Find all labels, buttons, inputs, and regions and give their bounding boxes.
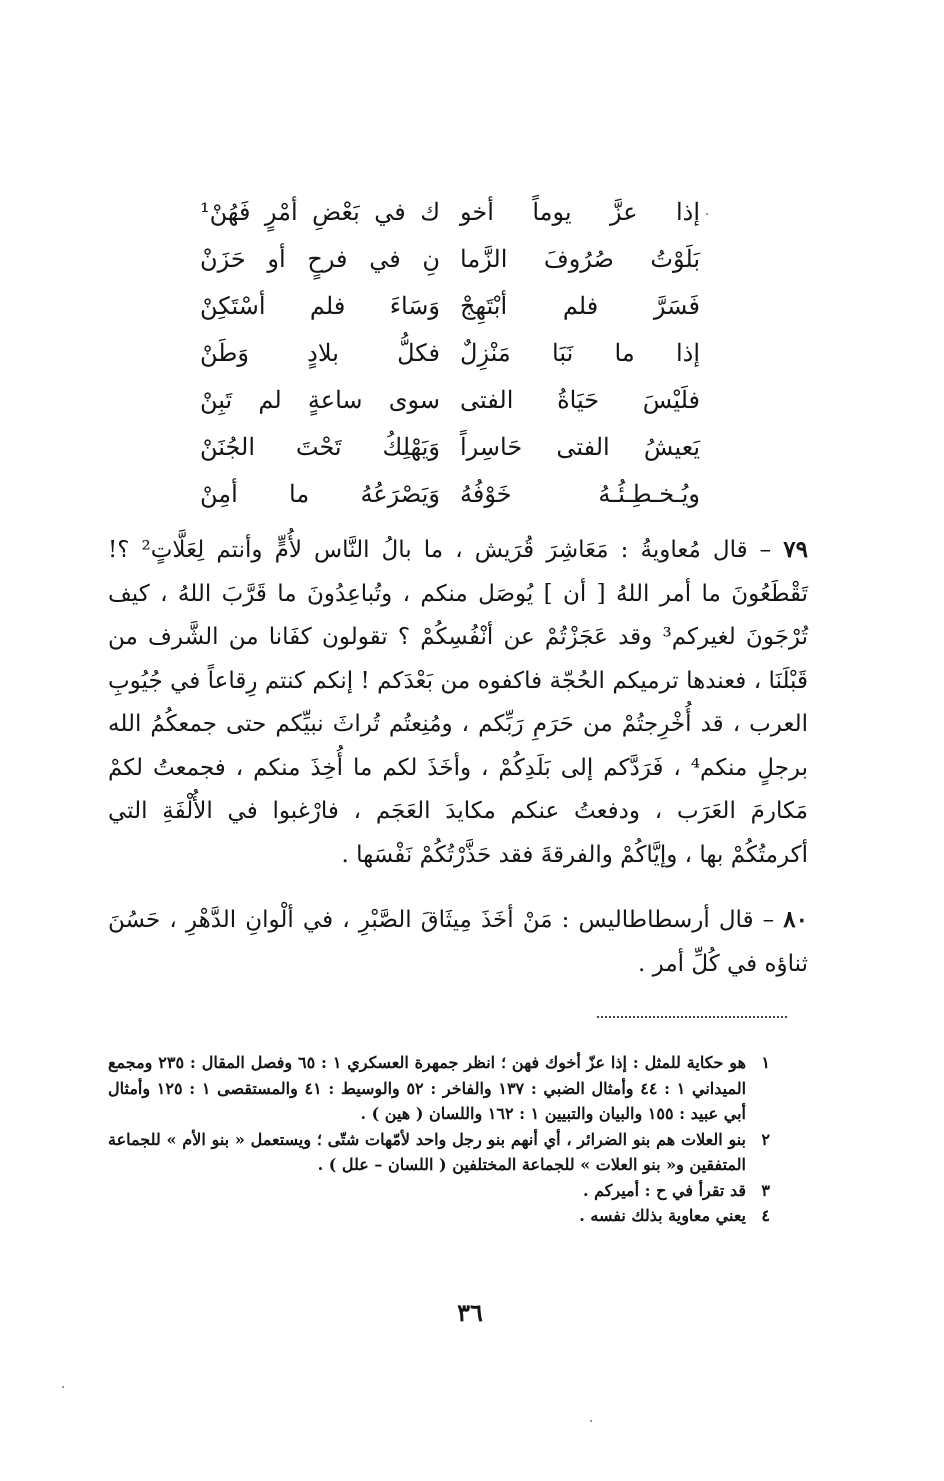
paragraph-79	[108, 528, 808, 877]
verse-second-hemistich: ك في بَعْضِ أمْرٍ فَهُنْ¹	[200, 198, 440, 226]
page-number: ٣٦	[457, 1298, 483, 1327]
verse-first-hemistich: ويُـخـطِـئُـهُ خَوْفُهُ	[460, 480, 700, 508]
verse-second-hemistich: نِ في فرحٍ أو حَزَنْ	[200, 245, 440, 273]
footnote-number: ١	[761, 1053, 770, 1072]
footnote-text: بنو العلات هم بنو الضرائر ، أي أنهم بنو رجل واحد لأمّهات شتّى ؛ ويستعمل « بنو الأم » للجماعة المتفقين و« بنو العلات » للجماعة المختلفين ( اللسان – علل ) .	[108, 1129, 747, 1174]
verse-first-hemistich: فَسَرَّ فلم أبْتَهِجْ	[460, 292, 700, 320]
poem-verse	[200, 427, 700, 474]
scan-speck	[62, 1386, 64, 1388]
footnote-text: هو حكاية للمثل : إذا عزّ أخوك فهن ؛ انظر جمهرة العسكري ١ : ٦٥ وفصل المقال : ٢٣٥ ومجمع الميداني ١ : ٤٤ وأمثال الضبي : ١٣٧ والفاخر : ٥٢ والوسيط : ٤١ والمستقصى ١ : ١٢٥ وأمثال أبي عبيد : ١٥٥ والبيان والتبيين ١ : ١٦٢ واللسان ( هين ) .	[108, 1053, 747, 1123]
footnotes	[108, 1050, 770, 1229]
verse-first-hemistich: بَلَوْتُ صُرُوفَ الزَّما	[460, 245, 700, 273]
scan-speck	[590, 1420, 592, 1422]
poem-verse	[200, 286, 700, 333]
paragraph-number: ٧٩	[783, 536, 808, 563]
paragraph-text: – قال أرسطاطاليس : مَنْ أخَذَ مِيثَاقَ الصَّبْرِ ، في ألْوانِ الدَّهْرِ ، حَسُنَ ثناؤه في كُلِّ أمر .	[108, 907, 808, 977]
paragraph-80	[108, 898, 808, 986]
footnote	[108, 1178, 770, 1204]
footnote	[108, 1203, 770, 1229]
footnote	[108, 1050, 770, 1127]
footnote	[108, 1127, 770, 1178]
verse-second-hemistich: فكلُّ بلادٍ وَطَنْ	[200, 339, 440, 367]
verse-first-hemistich: فلَيْسَ حَيَاةُ الفتى	[460, 386, 700, 414]
footnote-text: قد تقرأ في ح : أميركم .	[582, 1180, 746, 1200]
footnote-text: يعني معاوية بذلك نفسه .	[579, 1206, 746, 1225]
verse-first-hemistich: إذا ما نَبَا مَنْزِلٌ	[460, 339, 700, 367]
footnote-number: ٤	[761, 1206, 770, 1225]
poem-verse	[200, 474, 700, 521]
paragraph-text: – قال مُعاويةُ : مَعَاشِرَ قُرَيش ، ما بالُ النَّاس لأُمٍّ وأنتم لِعَلَّاتٍ² ؟! تَقْطَعُونَ ما أمر اللهُ [ أن ] يُوصَل منكم ، وتُباعِدُونَ ما قَرَّبَ اللهُ ، كيف تُرْجَونَ لغيركم³ وقد عَجَزْتُمْ عن أنْفُسِكُمْ ؟ تقولون كفَانا من الشَّرف من قَبْلَنَا ، فعندها ترميكم الحُجّة فاكفوه من بَعْدَكم ! إنكم كنتم رِقاعاً في جُيُوبِ العرب ، قد أُخْرِجتُمْ من حَرَمِ رَبِّكم ، ومُنِعتُم تُراثَ نبيِّكم حتى جمعكُمُ الله برجلٍ منكم⁴ ، فَرَدَّكم إلى بَلَدِكُمْ ، وأخَذَ لكم ما أُخِذَ منكم ، فجمعتُ لكمْ مَكارمَ العَرَب ، ودفعتُ عنكم مكايدَ العَجَم ، فارْغبوا في الأُلْفَةِ التي أكرمتُكُمْ بها ، وإيَّاكُمْ والفرقةَ فقد حَذَّرْتُكُمْ نَفْسَها .	[108, 537, 809, 868]
poem-verse	[200, 333, 700, 380]
footnote-separator	[597, 1016, 787, 1018]
verse-second-hemistich: وَيَهْلِكُ تَحْتَ الجُنَنْ	[200, 433, 440, 461]
poem-verse	[200, 380, 700, 427]
verse-second-hemistich: سوى ساعةٍ لم تَبِنْ	[200, 386, 440, 414]
verse-second-hemistich: وَيَصْرَعُهُ ما أمِنْ	[200, 480, 440, 508]
poem	[200, 192, 700, 521]
poem-verse	[200, 192, 700, 239]
verse-second-hemistich: وَسَاءَ فلم أسْتَكِنْ	[200, 292, 440, 320]
scan-speck	[706, 213, 708, 215]
footnote-number: ٣	[761, 1180, 770, 1200]
poem-verse	[200, 239, 700, 286]
verse-first-hemistich: يَعيشُ الفتى حَاسِراً	[460, 433, 700, 461]
paragraph-number: ٨٠	[783, 906, 808, 933]
footnote-number: ٢	[761, 1129, 770, 1149]
verse-first-hemistich: إذا عزَّ يوماً أخو	[460, 198, 700, 226]
